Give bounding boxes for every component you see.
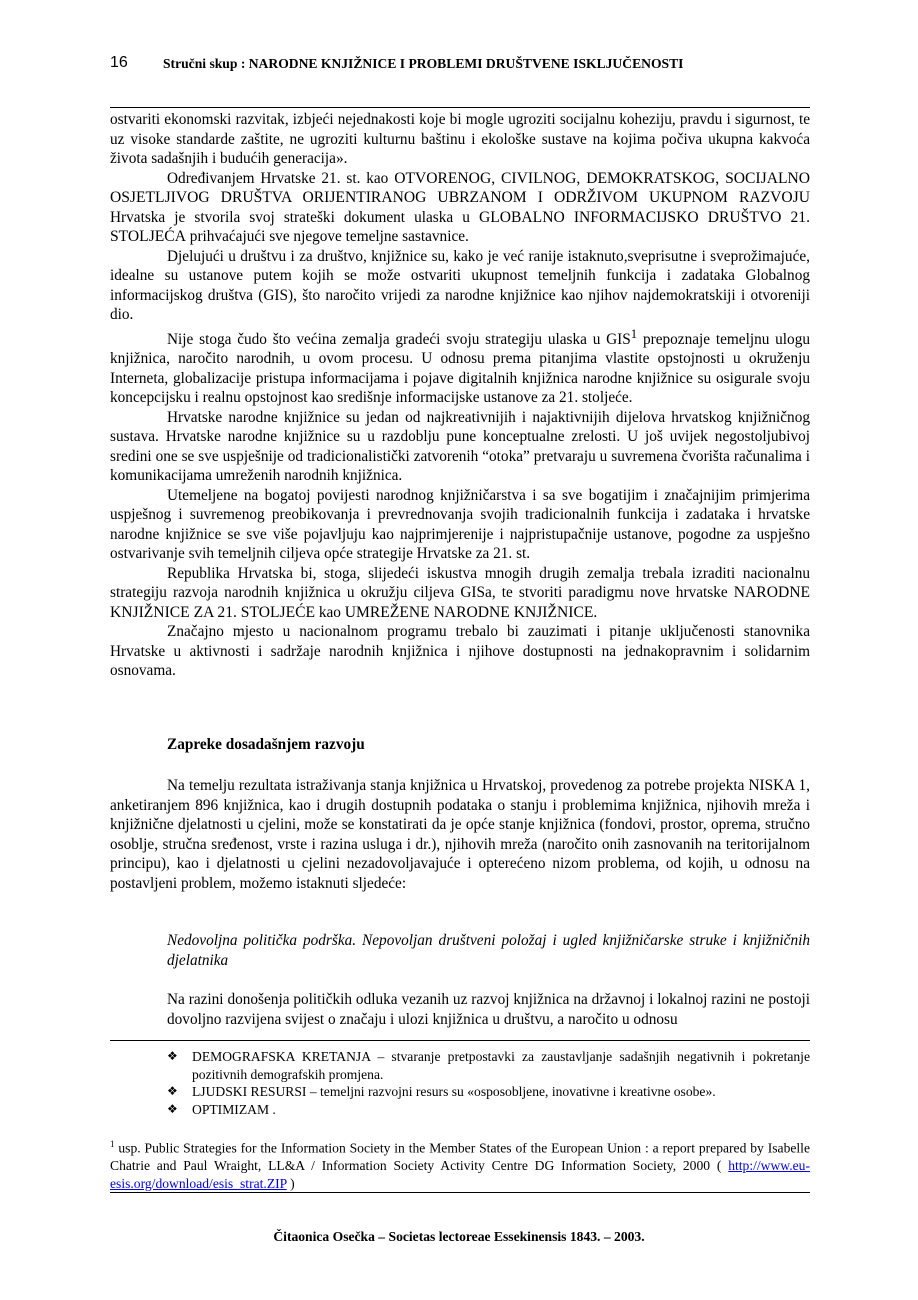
- text-run: prihvaćajući sve njegove temeljne sastavnice.: [185, 228, 469, 245]
- main-text: [110, 110, 810, 681]
- list-item: [167, 1048, 810, 1083]
- text-run: Određivanjem Hrvatske 21. st. kao: [167, 169, 395, 187]
- text-run: prepoznaje temeljnu ulogu knjižnica, naročito narodnih, u ovom procesu. U odnosu prema pitanjima vlastite opstojnosti u okruženju Interneta, globalizacije pristupa informacijama i pojave digitalnih knjižnica narodne knjižnice su osigurale svoju koncepcijsku i realnu opstojnost kao središnje informacijske ustanove za 21. stoljeće.: [110, 330, 810, 407]
- paragraph: [110, 169, 810, 247]
- footnote-marker: 1: [110, 1139, 115, 1149]
- footer-rule: [110, 1192, 810, 1193]
- list-item: [167, 1083, 810, 1101]
- diamond-bullet-icon: ❖: [167, 1049, 178, 1063]
- paragraph: Značajno mjesto u nacionalnom programu trebalo bi zauzimati i pitanje uključenosti stanovnika Hrvatske u aktivnosti i sadržaje narodnih knjižnica i njihove dostupnosti na jednakopravnim i solidarnim osnovama.: [110, 623, 810, 680]
- subheading: Nedovoljna politička podrška. Nepovoljan društveni položaj i ugled knjižničarske struke i knjižničnih djelatnika: [167, 932, 810, 969]
- paragraph: Utemeljene na bogatoj povijesti narodnog knjižničarstva i sa sve bogatijim i značajnijim primjerima uspješnog i suvremenog preobikovanja i prevrednovanja svojih tradicionalnih funkcija i zadataka i hrvatske narodne knjižnice se sve više pojavljuju kao najprimjerenije i najpristupačnije ustanove, pogodne za uspješno ostvarivanje svih temeljnih ciljeva opće strategije Hrvatske za 21. st.: [110, 486, 810, 563]
- footnote-ref[interactable]: 1: [630, 326, 638, 341]
- footnote-text: usp. Public Strategies for the Information Society in the Member States of the European Union : a report prepared by Isabelle Chatrie and Paul Wraight, LL&A / Information Society Activity Centre DG Information Society, 2000 (: [110, 1140, 810, 1174]
- footnote-link[interactable]: http://www.eu-esis.org/download/esis_strat.ZIP: [110, 1158, 810, 1191]
- bullet-list: [167, 1048, 810, 1118]
- text-run: OTVORENOG, CIVILNOG, DEMOKRATSKOG, SOCIJALNO OSJETLJIVOG DRUŠTVA ORIJENTIRANOG UBRZANOM I ODRŽIVOM UKUPNOM RAZVOJU: [110, 169, 811, 206]
- text-run: kao: [315, 603, 345, 621]
- running-title: Stručni skup : NARODNE KNJIŽNICE I PROBLEMI DRUŠTVENE ISKLJUČENOSTI: [163, 56, 684, 71]
- diamond-bullet-icon: ❖: [167, 1084, 178, 1098]
- paragraph: ostvariti ekonomski razvitak, izbjeći nejednakosti koje bi mogle ugroziti socijalnu koheziju, pravdu i sigurnost, te uz visoke standarde zaštite, ne ugroziti kulturnu baštinu i ekološke sustave na kojima počiva ukupna kakvoća života sadašnjih i budućih generacija».: [110, 111, 810, 167]
- page-header: [110, 54, 810, 76]
- list-item-text: OPTIMIZAM .: [192, 1101, 276, 1117]
- text-run: Hrvatska je stvorila svoj strateški dokument ulaska u: [110, 208, 479, 226]
- text-run: Republika Hrvatska bi, stoga, slijedeći iskustva mnogih drugih zemalja trebala izraditi nacionalnu strategiju razvoja narodnih knjižnica u okružju ciljeva GISa, te stvoriti paradigmu nove hrvatske: [110, 564, 810, 602]
- paragraph: Na razini donošenja političkih odluka vezanih uz razvoj knjižnica na državnoj i lokalnoj razini ne postoji dovoljno razvijena svijest o značaju i ulozi knjižnica u društvu, a naročito u odnosu: [167, 991, 810, 1028]
- page-number: 16: [110, 54, 128, 71]
- list-item-text: DEMOGRAFSKA KRETANJA – stvaranje pretpostavki za zaustavljanje sadašnjih negativnih i pokretanje pozitivnih demografskih promjena.: [192, 1049, 810, 1082]
- text-run: .: [593, 603, 598, 621]
- header-rule: [110, 107, 810, 108]
- text-run: Nije stoga čudo što većina zemalja gradeći svoju strategiju ulaska u GIS: [167, 330, 631, 348]
- paragraph: [110, 325, 810, 408]
- paragraph: [110, 564, 810, 623]
- footnote: [110, 1136, 810, 1192]
- section-heading: Zapreke dosadašnjem razvoju: [167, 736, 365, 753]
- paragraph: Djelujući u društvu i za društvo, knjižnice su, kako je već ranije istaknuto,sveprisutne i sveprožimajuće, idealne su ustanove putem kojih se može ostvariti ukupnost temeljnih funkcija i zadataka Globalnog informacijskog društva (GIS), što naročito vrijedi za narodne knjižnice kao njihov najdemokratskiji i otvoreniji dio.: [110, 247, 810, 323]
- text-run: NARODNE KNJIŽNICE ZA 21. STOLJEĆE: [110, 584, 810, 621]
- paragraph: Na temelju rezultata istraživanja stanja knjižnica u Hrvatskoj, provedenog za potrebe projekta NISKA 1, anketiranjem 896 knjižnica, kao i drugih dostupnih podataka o stanju i problemima knjižnica, njihovih mreža i knjižnične djelatnosti u cjelini, može se konstatirati da je opće stanje knjižnica (fondovi, prostor, oprema, stručno osoblje, stručna sređenost, vrste i razina usluga i dr.), njihovih mreža (naročito onih zasnovanih na teritorijalnom principu), kao i djelatnosti u cjelini nezadovoljavajuće i opterećeno nizom problema, od kojih, u odnosu na postavljeni problem, možemo istaknuti sljedeće:: [110, 777, 810, 892]
- footnote-text-end: ): [286, 1175, 295, 1191]
- list-item: [167, 1101, 810, 1119]
- page-footer: Čitaonica Osečka – Societas lectoreae Essekinensis 1843. – 2003.: [273, 1229, 645, 1244]
- paragraph: Hrvatske narodne knjižnice su jedan od najkreativnijih i najaktivnijih dijelova hrvatskog knjižničnog sustava. Hrvatske narodne knjižnice su u razdoblju pune konceptualne zrelosti. U još uvijek negostoljubivoj sredini one se sve uspješnije od tradicionalistički zatvorenih “otoka” pretvaraju u suvremena čvorišta računalima i komunikacijama umreženih narodnih knjižnica.: [110, 408, 810, 485]
- footnote-rule: [110, 1040, 810, 1041]
- list-item-text: LJUDSKI RESURSI – temeljni razvojni resurs su «osposobljene, inovativne i kreativne osobe».: [192, 1084, 716, 1099]
- text-run: GLOBALNO INFORMACIJSKO DRUŠTVO 21. STOLJEĆA: [110, 208, 810, 245]
- section-text: [110, 776, 810, 893]
- diamond-bullet-icon: ❖: [167, 1101, 178, 1116]
- text-run: UMREŽENE NARODNE KNJIŽNICE: [344, 603, 594, 621]
